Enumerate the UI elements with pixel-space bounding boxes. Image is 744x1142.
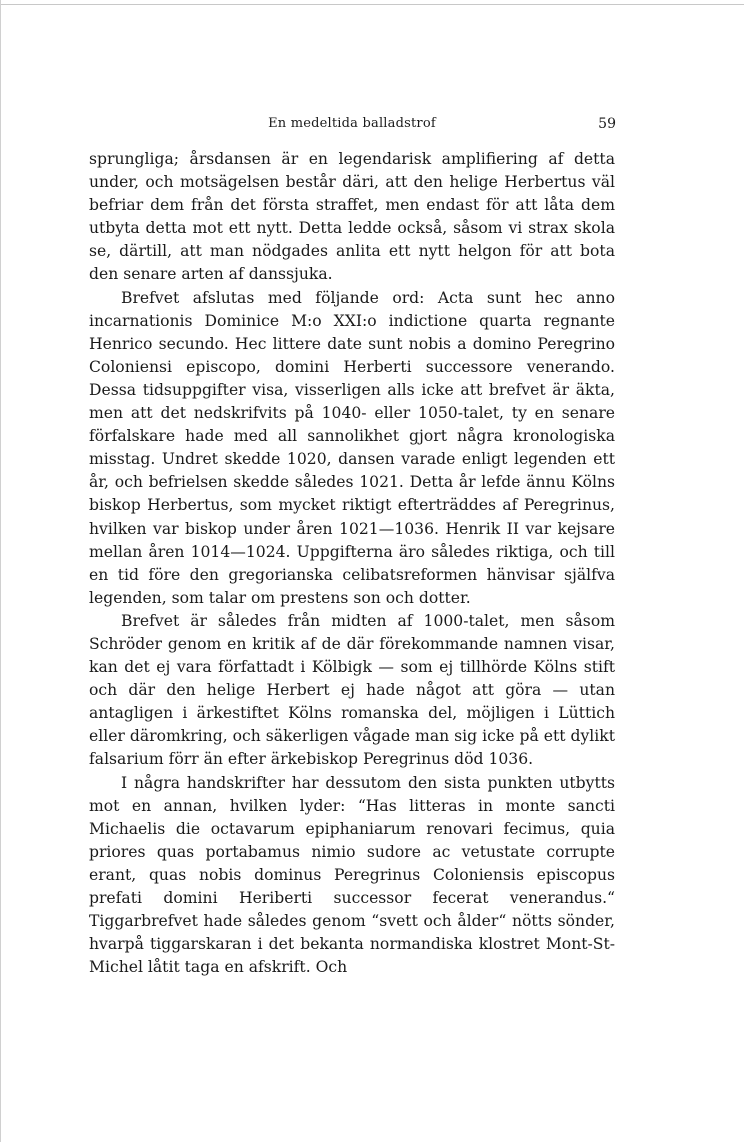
- paragraph-dating: Brefvet är således från midten af 1000-talet, men såsom Schröder genom en kritik af de där förekommande namnen visar, kan det ej vara författadt i Kölbigk — som ej tillhörde Kölns stift och där den helige Herbert ej hade något att göra — utan antagligen i ärkestiftet Kölns romanska del, möjligen i Lüttich eller däromkring, och säkerligen vågade man sig icke på ett dylikt falsarium förr än efter ärkebiskop Peregrinus död 1036.: [89, 611, 615, 769]
- paragraph-manuscripts: I några handskrifter har dessutom den sista punkten utbytts mot en annan, hvilken lyder: “Has litteras in monte sancti Michaelis die octavarum epiphaniarum renovari fecimus, quia priores quas portabamus nimio sudore ac vetustate corrupte erant, quas nobis dominus Peregrinus Coloniensis episcopus prefati domini Heriberti successor fecerat venerandus.“ Tiggarbrefvet hade således genom “svett och ålder“ nötts sönder, hvarpå tiggarskaran i det bekanta normandiska klostret Mont-St-Michel låtit taga en afskrift. Och: [89, 773, 615, 977]
- running-header: [88, 116, 616, 136]
- body-text: [89, 148, 615, 979]
- paragraph-continued: sprungliga; årsdansen är en legendarisk amplifiering af detta under, och motsägelsen består däri, att den helige Herbertus väl befriar dem från det första straffet, men endast för att låta dem utbyta detta mot ett nytt. Detta ledde också, såsom vi strax skola se, därtill, att man nödgades anlita ett nytt helgon för att bota den senare arten af danssjuka.: [89, 150, 615, 284]
- running-header-title: En medeltida balladstrof: [268, 116, 436, 131]
- scan-edge-top: [0, 4, 744, 5]
- page-number: 59: [598, 116, 616, 132]
- paragraph-letter-closing: Brefvet afslutas med följande ord: Acta sunt hec anno incarnationis Dominice M:o XXI:o indictione quarta regnante Henrico secundo. Hec littere date sunt nobis a domino Peregrino Coloniensi episcopo, domini Herberti successore venerando. Dessa tidsuppgifter visa, visserligen alls icke att brefvet är äkta, men att det nedskrifvits på 1040- eller 1050-talet, ty en senare förfalskare hade med all sannolikhet gjort några kronologiska misstag. Undret skedde 1020, dansen varade enligt legenden ett år, och befrielsen skedde således 1021. Detta år lefde ännu Kölns biskop Herbertus, som mycket riktigt efterträddes af Peregrinus, hvilken var biskop under åren 1021—1036. Henrik II var kejsare mellan åren 1014—1024. Uppgifterna äro således riktiga, och till en tid före den gregorianska celibatsreformen hänvisar själfva legenden, som talar om prestens son och dotter.: [89, 288, 615, 607]
- scan-edge-left: [0, 0, 1, 1142]
